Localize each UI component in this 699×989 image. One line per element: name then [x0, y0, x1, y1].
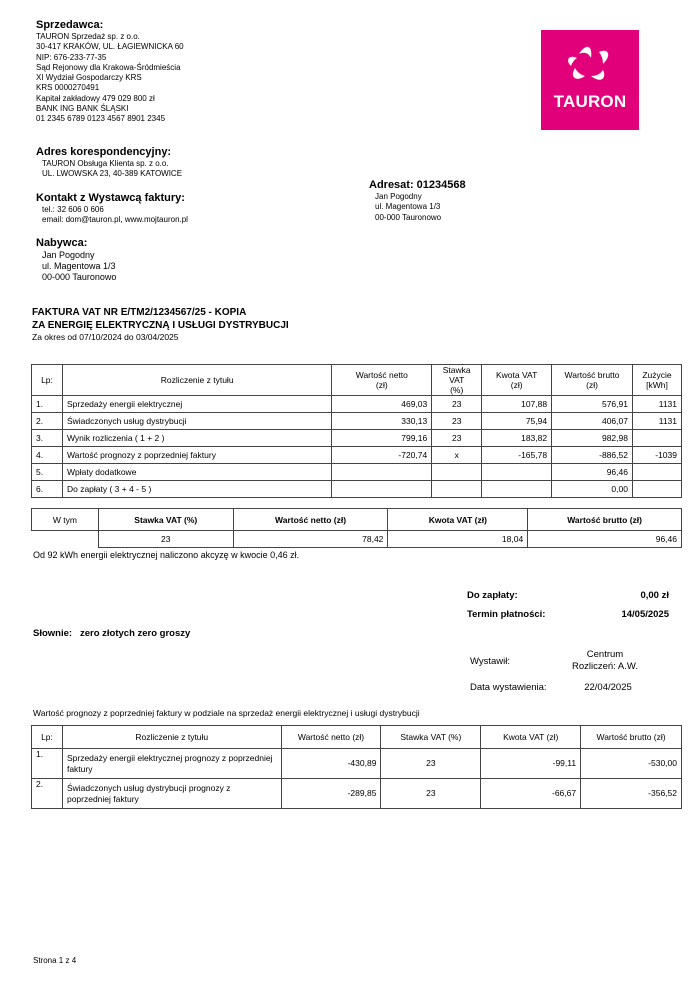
seller-line: Kapitał zakładowy 479 029 800 zł [36, 93, 155, 103]
cell-rate: 23 [381, 749, 481, 779]
seller-line: 01 2345 6789 0123 4567 8901 2345 [36, 114, 166, 124]
table-row [32, 464, 682, 481]
cell-gross: -356,52 [581, 779, 682, 809]
due-value: 0,00 zł [640, 590, 669, 601]
addressee-block [369, 179, 466, 223]
excise-note: Od 92 kWh energii elektrycznej naliczono akcyzę w kwocie 0,46 zł. [33, 550, 300, 560]
cell-lp: 2. [32, 413, 63, 430]
cell-vat: -165,78 [482, 447, 552, 464]
seller-line: XI Wydział Gospodarczy KRS [36, 73, 142, 83]
cell-gross: -886,52 [552, 447, 633, 464]
forecast-title: Wartość prognozy z poprzedniej faktury w podziale na sprzedaż energii elektrycznej i usługi dystrybucji [33, 708, 420, 718]
addressee-line: 00-000 Tauronowo [375, 212, 442, 222]
cell-lp: 5. [32, 464, 63, 481]
invoice-subtitle: ZA ENERGIĘ ELEKTRYCZNĄ I USŁUGI DYSTRYBUCJI [32, 320, 289, 331]
col-header: Kwota VAT (zł) [482, 365, 552, 396]
cell-title: Do zapłaty ( 3 + 4 - 5 ) [62, 481, 331, 498]
settlement-table [31, 364, 682, 498]
buyer-line: ul. Magentowa 1/3 [42, 261, 116, 271]
cell-title: Świadczonych usług dystrybucji [62, 413, 331, 430]
cell-net: 330,13 [332, 413, 432, 430]
issuer-value-line: Rozliczeń: A.W. [572, 661, 638, 672]
col-header: Lp: [32, 365, 63, 396]
cell-title: Wynik rozliczenia ( 1 + 2 ) [62, 430, 331, 447]
cell-rate: 23 [432, 396, 482, 413]
tauron-logo [541, 30, 639, 130]
buyer-line: 00-000 Tauronowo [42, 272, 117, 282]
cell-gross: 982,98 [552, 430, 633, 447]
col-header: Wartość netto (zł) [233, 509, 388, 531]
cell-net: -430,89 [281, 749, 381, 779]
cell-rate [432, 464, 482, 481]
table-header-row [32, 726, 682, 749]
cell-rate: 23 [381, 779, 481, 809]
addressee-title: Adresat: 01234568 [369, 179, 466, 191]
cell-gross: 96,46 [528, 531, 682, 548]
cell-usage: 1131 [632, 396, 681, 413]
cell-net: 799,16 [332, 430, 432, 447]
issuer-label: Wystawił: [470, 656, 511, 667]
cell-net [332, 481, 432, 498]
contact-line: tel.: 32 606 0 606 [42, 205, 104, 214]
cell-vat: 183,82 [482, 430, 552, 447]
cell-rate: 23 [432, 430, 482, 447]
buyer-title: Nabywca: [36, 237, 88, 249]
col-header: Rozliczenie z tytułu [62, 365, 331, 396]
col-header: Wartość brutto (zł) [528, 509, 682, 531]
col-header: Lp: [32, 726, 63, 749]
seller-line: KRS 0000270491 [36, 83, 100, 93]
seller-block [36, 19, 184, 125]
seller-line: NIP: 676-233-77-35 [36, 52, 107, 62]
buyer-line: Jan Pogodny [42, 250, 95, 260]
cell-vat [482, 481, 552, 498]
col-header: Wartość netto (zł) [332, 365, 432, 396]
invoice-header [32, 306, 289, 343]
addressee-line: ul. Magentowa 1/3 [375, 202, 441, 212]
cell-usage [632, 464, 681, 481]
term-value: 14/05/2025 [621, 609, 669, 620]
cell-usage [632, 430, 681, 447]
table-header-row [32, 365, 682, 396]
cell-net: -289,85 [281, 779, 381, 809]
col-header: Stawka VAT (%) [98, 509, 233, 531]
cell-lp: 2. [32, 779, 63, 809]
cell-title: Sprzedaży energii elektrycznej prognozy z poprzedniej faktury [62, 749, 281, 779]
cell-rate: 23 [98, 531, 233, 548]
table-header-row [32, 509, 682, 531]
cell-lp: 1. [32, 396, 63, 413]
table-row [32, 481, 682, 498]
due-label: Do zapłaty: [467, 590, 518, 601]
col-header: Rozliczenie z tytułu [62, 726, 281, 749]
cell-lp: 3. [32, 430, 63, 447]
issuer-value [540, 649, 670, 673]
issue-date-value: 22/04/2025 [584, 682, 632, 693]
col-header: Kwota VAT (zł) [388, 509, 528, 531]
cell-usage: 1131 [632, 413, 681, 430]
table-row [32, 447, 682, 464]
cell-net [332, 464, 432, 481]
cell-gross: 406,07 [552, 413, 633, 430]
term-label: Termin płatności: [467, 609, 546, 620]
cell-empty [32, 531, 99, 548]
tauron-swirl-icon [541, 30, 639, 100]
cell-rate: x [432, 447, 482, 464]
cell-gross: 576,91 [552, 396, 633, 413]
col-header: Zużycie [kWh] [632, 365, 681, 396]
correspondence-line: TAURON Obsługa Klienta sp. z o.o. [42, 159, 169, 168]
table-row [32, 396, 682, 413]
cell-gross: 0,00 [552, 481, 633, 498]
cell-title: Wpłaty dodatkowe [62, 464, 331, 481]
correspondence-block [36, 146, 182, 180]
col-header: Wartość netto (zł) [281, 726, 381, 749]
correspondence-line: UL. LWOWSKA 23, 40-389 KATOWICE [42, 169, 183, 179]
seller-line: Sąd Rejonowy dla Krakowa-Śródmieścia [36, 62, 181, 72]
cell-usage [632, 481, 681, 498]
invoice-period: Za okres od 07/10/2024 do 03/04/2025 [32, 332, 179, 342]
issuer-value-line: Centrum [586, 649, 624, 660]
seller-line: 30-417 KRAKÓW, UL. ŁAGIEWNICKA 60 [36, 42, 184, 52]
amount-in-words: Słownie: zero złotych zero groszy [33, 628, 191, 639]
logo-text: TAURON [553, 92, 627, 111]
contact-line: email: dom@tauron.pl, www.mojtauron.pl [42, 215, 188, 225]
cell-gross: -530,00 [581, 749, 682, 779]
correspondence-title: Adres korespondencyjny: [36, 146, 172, 158]
cell-gross: 96,46 [552, 464, 633, 481]
invoice-title: FAKTURA VAT NR E/TM2/1234567/25 - KOPIA [32, 307, 247, 318]
contact-title: Kontakt z Wystawcą faktury: [36, 192, 185, 204]
forecast-table [31, 725, 682, 809]
cell-vat: -99,11 [481, 749, 581, 779]
cell-vat: -66,67 [481, 779, 581, 809]
table-row [32, 531, 682, 548]
table-row [32, 430, 682, 447]
cell-rate [432, 481, 482, 498]
page-number: Strona 1 z 4 [33, 956, 77, 965]
table-row [32, 779, 682, 809]
cell-vat: 75,94 [482, 413, 552, 430]
cell-title: Sprzedaży energii elektrycznej [62, 396, 331, 413]
addressee-line: Jan Pogodny [375, 192, 422, 201]
cell-lp: 6. [32, 481, 63, 498]
col-header: Stawka VAT (%) [432, 365, 482, 396]
cell-lp: 1. [32, 749, 63, 779]
table-row [32, 749, 682, 779]
col-header: Wartość brutto (zł) [552, 365, 633, 396]
cell-lp: 4. [32, 447, 63, 464]
cell-usage: -1039 [632, 447, 681, 464]
cell-title: Świadczonych usług dystrybucji prognozy z poprzedniej faktury [62, 779, 281, 809]
vat-summary-table [31, 508, 682, 548]
seller-title: Sprzedawca: [36, 19, 104, 31]
cell-net: -720,74 [332, 447, 432, 464]
col-header: W tym [32, 509, 99, 531]
cell-vat: 18,04 [388, 531, 528, 548]
cell-net: 78,42 [233, 531, 388, 548]
contact-block [36, 192, 188, 226]
cell-rate: 23 [432, 413, 482, 430]
seller-line: TAURON Sprzedaż sp. z o.o. [36, 32, 140, 41]
cell-title: Wartość prognozy z poprzedniej faktury [62, 447, 331, 464]
col-header: Stawka VAT (%) [381, 726, 481, 749]
cell-vat [482, 464, 552, 481]
cell-vat: 107,88 [482, 396, 552, 413]
table-row [32, 413, 682, 430]
issue-date-label: Data wystawienia: [470, 682, 547, 693]
buyer-block [36, 237, 116, 283]
cell-net: 469,03 [332, 396, 432, 413]
col-header: Kwota VAT (zł) [481, 726, 581, 749]
seller-line: BANK ING BANK ŚLĄSKI [36, 104, 129, 114]
col-header: Wartość brutto (zł) [581, 726, 682, 749]
